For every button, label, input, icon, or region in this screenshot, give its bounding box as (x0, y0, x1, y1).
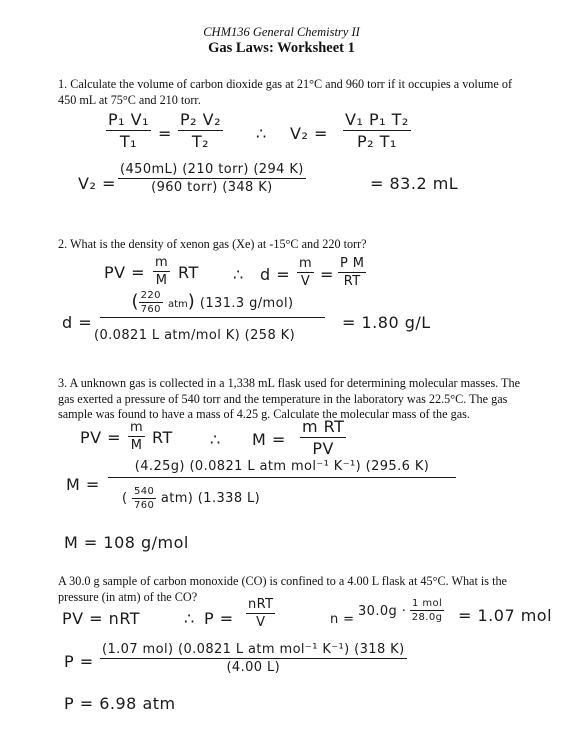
q3-calc-label: M = (66, 475, 100, 494)
q1-result: = 83.2 mL (370, 174, 459, 193)
q2-d-num: m (299, 256, 313, 271)
q3-m-fraction (128, 420, 145, 453)
q1-eq-sign: = (158, 124, 172, 143)
q3-pressure-fraction (132, 486, 156, 511)
q2-calc-label: d = (62, 313, 93, 332)
q2-p-unit: atm (167, 299, 188, 310)
q3-mm-fraction (300, 417, 346, 458)
q2-result: = 1.80 g/L (342, 313, 431, 332)
q2-therefore: ∴ (233, 265, 244, 284)
q2-p-den: 760 (140, 304, 161, 315)
q1-therefore: ∴ (256, 124, 267, 143)
q4-therefore: ∴ (184, 609, 195, 628)
q2-d-den: V (300, 274, 311, 289)
q4-p-label: P = (204, 609, 234, 628)
q3-calc-denominator (122, 486, 260, 511)
q2-m-num: m (155, 255, 169, 270)
q1-right-num: P₂ V₂ (180, 110, 222, 129)
q3-therefore: ∴ (210, 430, 221, 449)
q4-n-num: 1 mol (412, 598, 443, 609)
q2-pm-num: P M (340, 256, 365, 271)
course-name: CHM136 General Chemistry II (203, 25, 360, 39)
q3-m-num: m (130, 420, 144, 435)
q2-pm-den: RT (343, 274, 361, 289)
q1-calc-num: (450mL) (210 torr) (294 K) (120, 162, 304, 177)
q2-molar-mass: (131.3 g/mol) (199, 296, 294, 311)
q4-p-fraction (246, 597, 275, 630)
q1-left-fraction (106, 110, 151, 151)
q4-calc-num: (1.07 mol) (0.0821 L atm mol⁻¹ K⁻¹) (318 K) (102, 642, 405, 657)
q3-rt: RT (152, 428, 173, 447)
worksheet-title: Gas Laws: Worksheet 1 (208, 40, 355, 56)
q2-rt: RT (178, 263, 199, 282)
q3-m-den: M (130, 438, 143, 453)
q4-n-result: = 1.07 mol (458, 606, 553, 625)
q3-den-rest: atm) (1.338 L) (160, 491, 261, 506)
question-2-prompt: 2. What is the density of xenon gas (Xe) at -15°C and 220 torr? (58, 237, 367, 251)
q1-v2-fraction (343, 110, 411, 151)
q3-mm-num: m RT (302, 417, 345, 436)
q4-n-label: n = (330, 612, 355, 627)
q1-calc-label: V₂ = (78, 174, 116, 193)
q1-left-num: P₁ V₁ (108, 110, 150, 129)
q4-result: P = 6.98 atm (64, 694, 176, 713)
q2-p-num: 220 (140, 290, 161, 301)
q3-mm-label: M = (252, 430, 286, 449)
q1-v2-label: V₂ = (290, 124, 328, 143)
question-4-prompt: A 30.0 g sample of carbon monoxide (CO) is confined to a 4.00 L flask at 45°C. What is the pressure (in atm) of the CO? (58, 574, 507, 604)
q1-left-den: T₁ (119, 132, 138, 151)
q2-pv: PV = (104, 263, 146, 282)
q2-m-den: M (155, 273, 168, 288)
q4-n-mass: 30.0g · (358, 604, 407, 619)
q3-den-open: ( (122, 491, 128, 506)
q4-p-num: nRT (248, 597, 274, 612)
q2-m-fraction (153, 255, 170, 288)
q3-calc-num: (4.25g) (0.0821 L atm mol⁻¹ K⁻¹) (295.6 K) (108, 459, 456, 478)
q1-calc-fraction (118, 162, 306, 195)
q3-result: M = 108 g/mol (64, 533, 189, 552)
q2-pressure-fraction (139, 290, 163, 315)
q2-eq-sign: = (320, 265, 334, 284)
q1-right-den: T₂ (191, 132, 210, 151)
question-3-prompt: 3. A unknown gas is collected in a 1,338 mL flask used for determining molecular masses. The gas exerted a pressure of 540 torr and the temperature in the laboratory was 22.5°C. The gas sample was found to have a mass of 4.25 g. Calculate the molecular mass of the gas. (58, 376, 521, 421)
q2-calc-numerator: ( $\frac{220}{760}$ atm) (131.3 g/mol) (100, 290, 325, 318)
question-1-prompt: 1. Calculate the volume of carbon dioxide gas at 21°C and 960 torr if it occupies a volume of 450 mL at 75°C and 210 torr. (58, 77, 512, 107)
q4-n-den: 28.0g (411, 612, 443, 623)
q1-calc-den: (960 torr) (348 K) (151, 180, 273, 195)
q4-pv: PV = nRT (62, 609, 141, 628)
q2-d-label: d = (260, 265, 291, 284)
q4-n-fraction (410, 598, 444, 623)
q1-right-fraction (178, 110, 223, 151)
q3-p-den: 760 (134, 500, 155, 511)
q1-v2-den: P₂ T₁ (356, 132, 397, 151)
q4-p-den: V (256, 615, 266, 630)
q4-calc-fraction (100, 642, 407, 675)
q3-p-num: 540 (134, 486, 155, 497)
q2-d-fraction (297, 256, 314, 289)
q3-pv: PV = (80, 428, 122, 447)
q1-v2-num: V₁ P₁ T₂ (345, 110, 409, 129)
q4-calc-label: P = (64, 652, 94, 671)
q2-pm-fraction (338, 256, 366, 289)
q2-calc-den: (0.0821 L atm/mol K) (258 K) (94, 328, 296, 343)
q4-calc-den: (4.00 L) (226, 660, 281, 675)
q3-mm-den: PV (312, 439, 334, 458)
